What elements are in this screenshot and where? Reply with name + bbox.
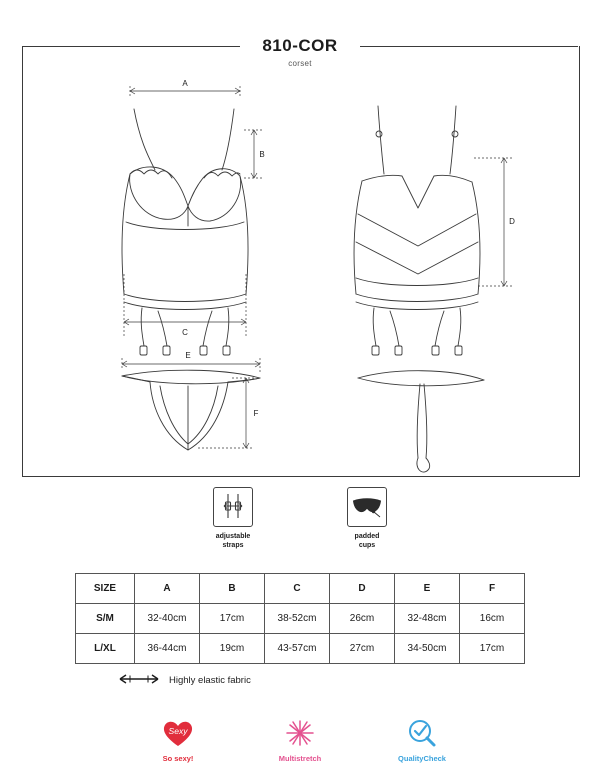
- col-header-a: A: [135, 574, 200, 604]
- technical-drawings: [22, 46, 578, 476]
- cell-lxl-e: 34-50cm: [395, 634, 460, 664]
- feature-padded-cups-label: [321, 533, 413, 551]
- page-title: 810-COR: [262, 36, 338, 55]
- multistretch-badge-icon: [257, 716, 343, 750]
- feature-adjustable-straps: [187, 487, 279, 551]
- table-header-row: [76, 574, 525, 604]
- cell-sm-b: 17cm: [200, 604, 265, 634]
- cell-sm-a: 32-40cm: [135, 604, 200, 634]
- badge-qualitycheck: [379, 716, 465, 763]
- badge-so-sexy: [135, 716, 221, 763]
- elastic-fabric-note: [118, 674, 251, 687]
- size-table: [75, 573, 525, 664]
- svg-text:A: A: [182, 79, 188, 88]
- elastic-fabric-text: Highly elastic fabric: [169, 675, 251, 686]
- col-header-e: E: [395, 574, 460, 604]
- table-row: [76, 604, 525, 634]
- cell-lxl-d: 27cm: [330, 634, 395, 664]
- col-header-d: D: [330, 574, 395, 604]
- col-header-b: B: [200, 574, 265, 604]
- svg-text:C: C: [182, 328, 188, 337]
- col-header-f: F: [460, 574, 525, 604]
- feature-padded-cups: [321, 487, 413, 551]
- svg-text:D: D: [509, 217, 515, 226]
- feature-label-line1: adjustable: [215, 533, 251, 540]
- quality-badges: [0, 716, 600, 763]
- cell-sm-d: 26cm: [330, 604, 395, 634]
- badge-multistretch-label: Multistretch: [278, 754, 322, 763]
- page-subtitle: corset: [288, 59, 312, 68]
- badge-so-sexy-label: So sexy!: [162, 754, 194, 763]
- cell-sm-c: 38-52cm: [265, 604, 330, 634]
- svg-text:E: E: [185, 351, 191, 360]
- cell-sm-f: 16cm: [460, 604, 525, 634]
- badge-multistretch: [257, 716, 343, 763]
- size-table-wrap: [0, 573, 600, 664]
- elastic-arrow-icon: [118, 674, 160, 687]
- feature-icons: [0, 487, 600, 551]
- padded-cups-icon: [347, 487, 387, 527]
- row-size-lxl: L/XL: [76, 634, 135, 664]
- col-header-c: C: [265, 574, 330, 604]
- cell-lxl-a: 36-44cm: [135, 634, 200, 664]
- adjustable-straps-icon: [213, 487, 253, 527]
- qualitycheck-badge-icon: [379, 716, 465, 750]
- cell-lxl-c: 43-57cm: [265, 634, 330, 664]
- sexy-heart-badge-icon: [135, 716, 221, 750]
- feature-label-line1: padded: [354, 533, 380, 540]
- row-size-sm: S/M: [76, 604, 135, 634]
- cell-lxl-f: 17cm: [460, 634, 525, 664]
- cell-lxl-b: 19cm: [200, 634, 265, 664]
- svg-text:F: F: [253, 409, 259, 418]
- svg-text:B: B: [259, 150, 265, 159]
- col-header-size: SIZE: [76, 574, 135, 604]
- svg-text:Sexy: Sexy: [168, 726, 188, 736]
- feature-adjustable-straps-label: [187, 533, 279, 551]
- feature-label-line2: cups: [358, 541, 376, 549]
- feature-label-line2: straps: [222, 541, 244, 549]
- table-row: [76, 634, 525, 664]
- badge-qualitycheck-label: QualityCheck: [398, 754, 446, 763]
- cell-sm-e: 32-48cm: [395, 604, 460, 634]
